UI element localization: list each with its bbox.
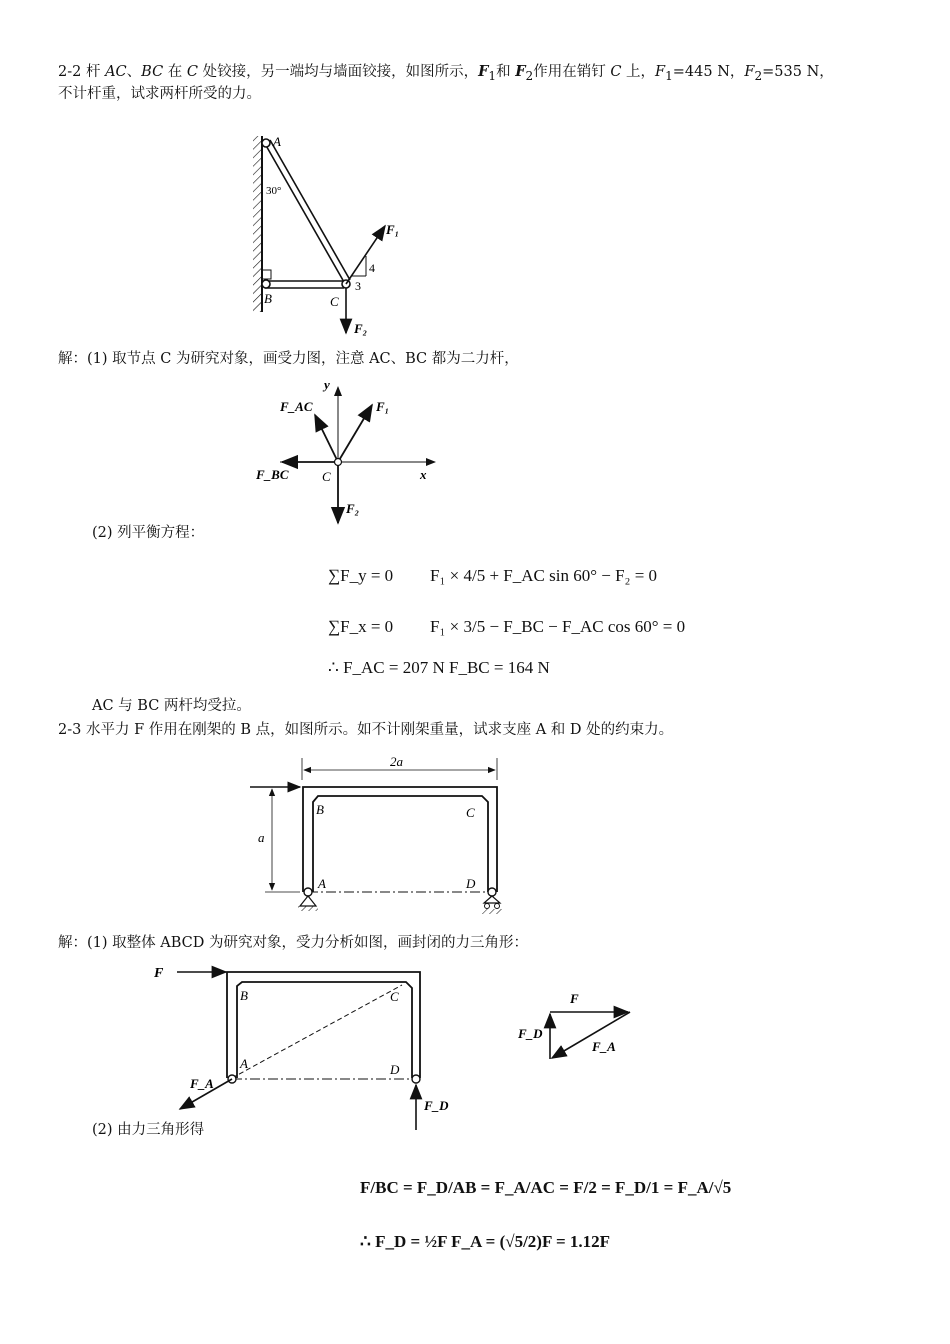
free-body-diagram-c <box>250 375 450 525</box>
problem-2-2-line2: 不计杆重，试求两杆所受的力。 <box>58 86 261 102</box>
conclusion-2-2: AC 与 BC 两杆均受拉。 <box>92 698 251 714</box>
svg-text:D: D <box>466 876 476 891</box>
svg-text:F: F <box>570 991 579 1006</box>
svg-text:2a: 2a <box>390 754 403 769</box>
equation-fx-lhs: ∑F_x = 0 <box>328 617 394 636</box>
ratio-equation: F/BC = F_D/AB = F_A/AC = F/2 = F_D/1 = F_A/√5 <box>360 1178 732 1197</box>
svg-text:F_A: F_A <box>190 1076 214 1091</box>
force-f1-arrow <box>338 405 372 462</box>
equation-fx-rhs: F₁ × 3/5 − F_BC − F_AC cos 60° = 0 <box>430 617 686 636</box>
svg-text:F₁: F₁ <box>376 399 390 414</box>
svg-text:B: B <box>316 802 324 817</box>
svg-text:F_D: F_D <box>424 1098 449 1113</box>
svg-text:A: A <box>318 876 326 891</box>
wall-hatch <box>253 136 262 312</box>
svg-text:C: C <box>390 989 399 1004</box>
truss-figure <box>240 128 420 343</box>
equation-result: ∴ F_AC = 207 N F_BC = 164 N <box>328 658 550 677</box>
svg-text:3: 3 <box>355 279 361 293</box>
svg-text:F_A: F_A <box>592 1039 616 1054</box>
bar-ac <box>264 142 344 282</box>
force-triangle <box>510 985 650 1070</box>
solution-2-2-step2: (2) 列平衡方程： <box>92 525 205 541</box>
svg-text:a: a <box>258 830 265 845</box>
svg-text:y: y <box>324 377 330 392</box>
svg-text:F₂: F₂ <box>354 321 368 336</box>
svg-text:F_BC: F_BC <box>256 467 289 482</box>
equation-fy-rhs: F₁ × 4/5 + F_AC sin 60° − F₂ = 0 <box>430 566 658 585</box>
problem-2-3-text: 2-3 水平力 F 作用在刚架的 B 点，如图所示。如不计刚架重量，试求支座 A 和 D 处的约束力。 <box>58 722 674 738</box>
svg-text:F₂: F₂ <box>346 501 360 516</box>
force-fac-arrow <box>315 415 338 462</box>
result-equation: ∴ F_D = ½F F_A = (√5/2)F = 1.12F <box>360 1232 611 1251</box>
svg-text:F_AC: F_AC <box>280 399 313 414</box>
svg-text:F: F <box>154 966 164 981</box>
svg-text:C: C <box>322 469 331 484</box>
svg-text:F_D: F_D <box>518 1026 543 1041</box>
equation-fy-lhs: ∑F_y = 0 <box>328 566 394 585</box>
svg-text:A: A <box>240 1056 248 1071</box>
frame-free-body <box>150 960 449 1135</box>
solution-2-3-step2: (2) 由力三角形得 <box>92 1122 205 1138</box>
solution-2-3-step1: 解：(1) 取整体 ABCD 为研究对象，受力分析如图，画封闭的力三角形： <box>58 935 528 951</box>
svg-text:D: D <box>390 1062 400 1077</box>
frame-figure <box>250 750 520 925</box>
svg-text:C: C <box>466 805 475 820</box>
svg-text:B: B <box>264 291 272 306</box>
problem-2-2-line1: 2-2 杆 AC、BC 在 C 处铰接，另一端均与墙面铰接，如图所示，$F_1$和 $F_2$作用在销钉 C 上，$F_1=445$ N，$F_2=535$ N， <box>58 63 834 83</box>
svg-text:F₁: F₁ <box>386 222 400 237</box>
svg-text:B: B <box>240 988 248 1003</box>
svg-text:4: 4 <box>369 261 375 275</box>
svg-text:x: x <box>420 467 427 482</box>
svg-text:30°: 30° <box>266 185 282 197</box>
svg-text:C: C <box>330 294 339 309</box>
svg-text:A: A <box>273 134 281 149</box>
solution-2-2-step1: 解：(1) 取节点 C 为研究对象，画受力图，注意 AC、BC 都为二力杆， <box>58 351 519 367</box>
